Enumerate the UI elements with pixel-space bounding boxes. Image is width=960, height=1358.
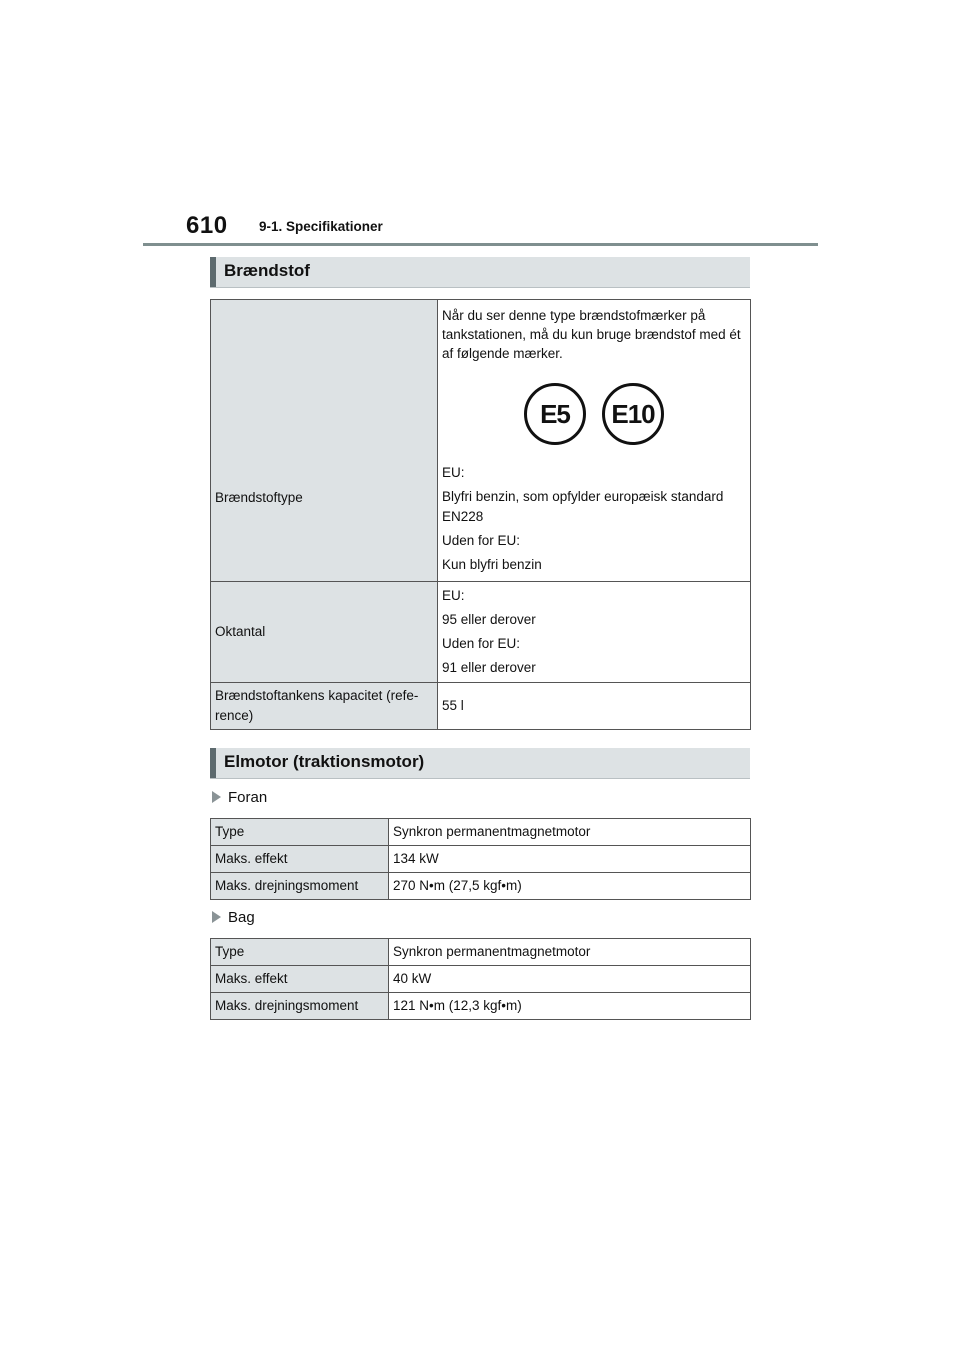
rear-motor-table (210, 938, 751, 1020)
heading-accent-bar (210, 748, 216, 778)
front-torque-label: Maks. drejningsmoment (211, 873, 389, 900)
table-row (211, 939, 751, 966)
triangle-arrow-icon (212, 911, 221, 923)
table-row (211, 582, 751, 683)
fuel-heading-text: Brændstof (224, 261, 310, 280)
chapter-title: 9-1. Specifikationer (259, 219, 383, 234)
octane-eu-value: 95 eller derover (442, 612, 536, 627)
e10-badge-icon: E10 (602, 383, 664, 445)
fuel-badges (442, 383, 746, 445)
fuel-eu-value: Blyfri benzin, som opfylder europæisk standard EN228 (442, 489, 724, 524)
rear-torque-value: 121 N•m (12,3 kgf•m) (389, 993, 751, 1020)
page-number: 610 (186, 212, 228, 239)
fuel-table (210, 299, 751, 730)
capacity-label: Brændstoftankens kapacitet (refe-rence) (211, 683, 438, 730)
front-type-label: Type (211, 819, 389, 846)
rear-power-label: Maks. effekt (211, 966, 389, 993)
e5-badge-icon: E5 (524, 383, 586, 445)
table-row (211, 300, 751, 582)
fuel-type-value (438, 300, 751, 582)
fuel-non-eu-value: Kun blyfri benzin (442, 557, 542, 572)
fuel-non-eu-label: Uden for EU: (442, 533, 521, 548)
fuel-type-label: Brændstoftype (211, 300, 438, 582)
octane-value (438, 582, 751, 683)
front-power-label: Maks. effekt (211, 846, 389, 873)
rear-subheading-text: Bag (228, 909, 255, 926)
table-row (211, 966, 751, 993)
motor-heading-text: Elmotor (traktionsmotor) (224, 752, 425, 771)
table-row (211, 683, 751, 730)
table-row (211, 993, 751, 1020)
fuel-type-intro: Når du ser denne type brændstofmærker på tankstationen, må du kun bruge brændstof med ét af følgende mærker. (442, 308, 741, 361)
front-torque-value: 270 N•m (27,5 kgf•m) (389, 873, 751, 900)
capacity-value: 55 l (438, 683, 751, 730)
table-row (211, 873, 751, 900)
rear-type-value: Synkron permanentmagnetmotor (389, 939, 751, 966)
rear-power-value: 40 kW (389, 966, 751, 993)
front-power-value: 134 kW (389, 846, 751, 873)
motor-section-heading (210, 748, 750, 779)
front-subheading (212, 789, 267, 806)
rear-torque-label: Maks. drejningsmoment (211, 993, 389, 1020)
table-row (211, 846, 751, 873)
front-subheading-text: Foran (228, 789, 268, 806)
table-row (211, 819, 751, 846)
octane-eu-label: EU: (442, 588, 465, 603)
header-rule (143, 243, 818, 246)
rear-subheading (212, 909, 255, 926)
octane-label: Oktantal (211, 582, 438, 683)
front-type-value: Synkron permanentmagnetmotor (389, 819, 751, 846)
heading-accent-bar (210, 257, 216, 287)
rear-type-label: Type (211, 939, 389, 966)
octane-non-eu-value: 91 eller derover (442, 660, 536, 675)
fuel-section-heading (210, 257, 750, 288)
front-motor-table (210, 818, 751, 900)
fuel-eu-label: EU: (442, 465, 465, 480)
octane-non-eu-label: Uden for EU: (442, 636, 521, 651)
triangle-arrow-icon (212, 791, 221, 803)
